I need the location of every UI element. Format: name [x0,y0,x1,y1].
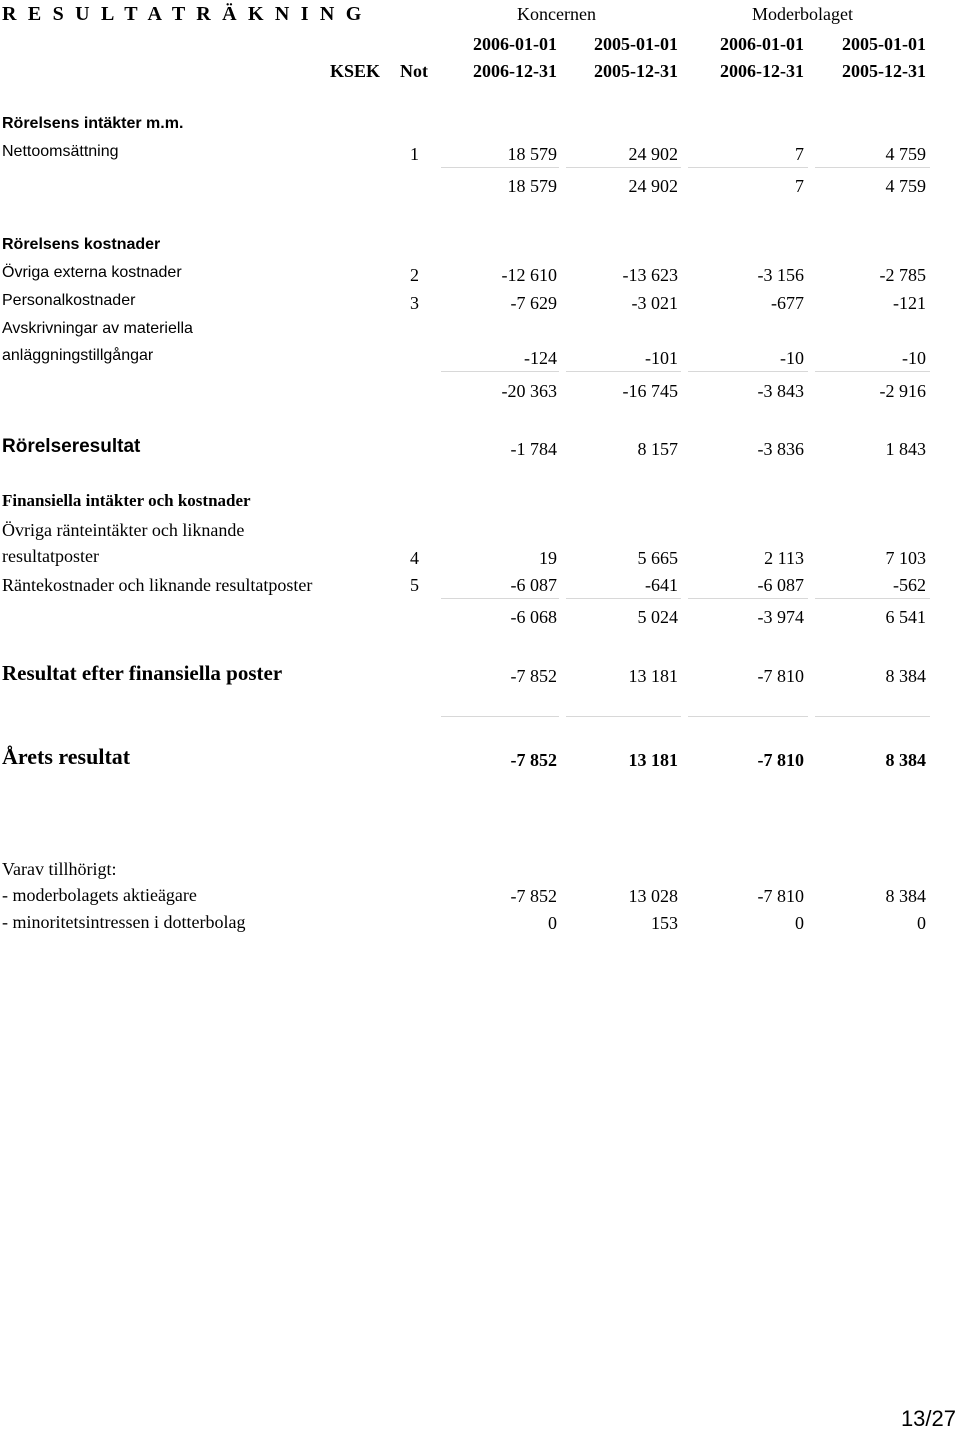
sum-kostnader-2: -16 745 [622,381,678,401]
sum-kostnader-3: -3 843 [757,381,804,401]
value-moderbolagets-1: -7 852 [510,886,557,906]
value-arets-resultat-1: -7 852 [510,750,557,770]
subtotal-rule [566,371,681,372]
period-end-1: 2006-12-31 [473,61,557,81]
value-ranteintakter-3: 2 113 [764,548,804,568]
value-minoritet-4: 0 [917,913,926,933]
value-moderbolagets-3: -7 810 [757,886,804,906]
period-end-4: 2005-12-31 [842,61,926,81]
value-personal-4: -121 [893,293,926,313]
value-minoritet-3: 0 [795,913,804,933]
subtotal-rule [815,716,930,717]
value-ovriga-externa-2: -13 623 [622,265,678,285]
not-label: Not [400,61,428,81]
value-rorelseresultat-1: -1 784 [510,439,557,459]
label-rorelseresultat: Rörelseresultat [2,436,141,457]
heading-varav: Varav tillhörigt: [2,859,117,879]
subtotal-rule [566,716,681,717]
value-avskrivningar-4: -10 [902,348,926,368]
heading-finansiella: Finansiella intäkter och kostnader [2,491,251,510]
ksek-label: KSEK [330,61,381,81]
value-ranteintakter-2: 5 665 [637,548,678,568]
value-moderbolagets-4: 8 384 [885,886,926,906]
subtotal-rule [815,371,930,372]
sum-kostnader-1: -20 363 [501,381,557,401]
value-moderbolagets-2: 13 028 [628,886,678,906]
value-personal-3: -677 [771,293,804,313]
period-start-1: 2006-01-01 [473,34,557,54]
subtotal-rule [815,598,930,599]
label-rantekostnader: Räntekostnader och liknande resultatposter [2,575,313,595]
heading-rorelsens-kostnader: Rörelsens kostnader [2,236,161,253]
subtotal-rule [688,716,808,717]
note-rantekostnader: 5 [410,575,419,595]
sum-finansiella-2: 5 024 [637,607,678,627]
subtotal-rule [441,716,559,717]
subtotal-rule [441,598,559,599]
note-nettoomsattning: 1 [410,144,419,164]
subtotal-rule [688,598,808,599]
label-avskrivningar-1: Avskrivningar av materiella [2,320,193,337]
value-resultat-efter-fin-1: -7 852 [510,666,557,686]
label-ranteintakter-2: resultatposter [2,546,99,566]
value-avskrivningar-1: -124 [524,348,557,368]
value-arets-resultat-4: 8 384 [885,750,926,770]
value-resultat-efter-fin-4: 8 384 [885,666,926,686]
sum-finansiella-1: -6 068 [510,607,557,627]
value-nettoomsattning-4: 4 759 [885,144,926,164]
value-rantekostnader-4: -562 [893,575,926,595]
value-minoritet-1: 0 [548,913,557,933]
label-resultat-efter-finansiella: Resultat efter finansiella poster [2,661,283,685]
report-title: R E S U L T A T R Ä K N I N G [2,3,365,25]
value-personal-1: -7 629 [510,293,557,313]
subtotal-rule [566,598,681,599]
value-resultat-efter-fin-2: 13 181 [628,666,678,686]
label-arets-resultat: Årets resultat [2,744,131,769]
value-ranteintakter-1: 19 [539,548,557,568]
sum-finansiella-4: 6 541 [885,607,926,627]
value-ovriga-externa-4: -2 785 [879,265,926,285]
value-ovriga-externa-1: -12 610 [501,265,557,285]
sum-intakter-4: 4 759 [885,176,926,196]
value-personal-2: -3 021 [631,293,678,313]
period-start-3: 2006-01-01 [720,34,804,54]
label-minoritet: - minoritetsintressen i dotterbolag [2,912,246,932]
period-end-3: 2006-12-31 [720,61,804,81]
subtotal-rule [688,167,808,168]
label-ovriga-externa: Övriga externa kostnader [2,264,182,281]
note-ovriga-externa: 2 [410,265,419,285]
value-ranteintakter-4: 7 103 [885,548,926,568]
value-avskrivningar-3: -10 [780,348,804,368]
subtotal-rule [441,371,559,372]
value-rorelseresultat-3: -3 836 [757,439,804,459]
subtotal-rule [815,167,930,168]
page-number: 13/27 [900,1406,956,1431]
group-moderbolaget: Moderbolaget [752,4,853,24]
group-koncernen: Koncernen [517,4,596,24]
note-personal: 3 [410,293,419,313]
subtotal-rule [566,167,681,168]
value-nettoomsattning-2: 24 902 [628,144,678,164]
period-start-4: 2005-01-01 [842,34,926,54]
label-moderbolagets: - moderbolagets aktieägare [2,885,197,905]
value-avskrivningar-2: -101 [645,348,678,368]
period-end-2: 2005-12-31 [594,61,678,81]
value-nettoomsattning-1: 18 579 [507,144,557,164]
period-start-2: 2005-01-01 [594,34,678,54]
sum-intakter-1: 18 579 [507,176,557,196]
value-nettoomsattning-3: 7 [795,144,804,164]
value-rorelseresultat-4: 1 843 [885,439,926,459]
label-nettoomsattning: Nettoomsättning [2,143,119,160]
sum-intakter-3: 7 [795,176,804,196]
value-rantekostnader-1: -6 087 [510,575,557,595]
heading-rorelsens-intakter: Rörelsens intäkter m.m. [2,115,184,132]
value-rantekostnader-3: -6 087 [757,575,804,595]
sum-intakter-2: 24 902 [628,176,678,196]
value-arets-resultat-2: 13 181 [628,750,678,770]
value-rorelseresultat-2: 8 157 [637,439,678,459]
value-rantekostnader-2: -641 [645,575,678,595]
value-ovriga-externa-3: -3 156 [757,265,804,285]
value-resultat-efter-fin-3: -7 810 [757,666,804,686]
value-minoritet-2: 153 [651,913,678,933]
label-avskrivningar-2: anläggningstillgångar [2,347,154,364]
label-personal: Personalkostnader [2,292,136,309]
sum-finansiella-3: -3 974 [757,607,804,627]
label-ranteintakter-1: Övriga ränteintäkter och liknande [2,520,245,540]
subtotal-rule [688,371,808,372]
subtotal-rule [441,167,559,168]
sum-kostnader-4: -2 916 [879,381,926,401]
value-arets-resultat-3: -7 810 [757,750,804,770]
note-ranteintakter: 4 [410,548,419,568]
